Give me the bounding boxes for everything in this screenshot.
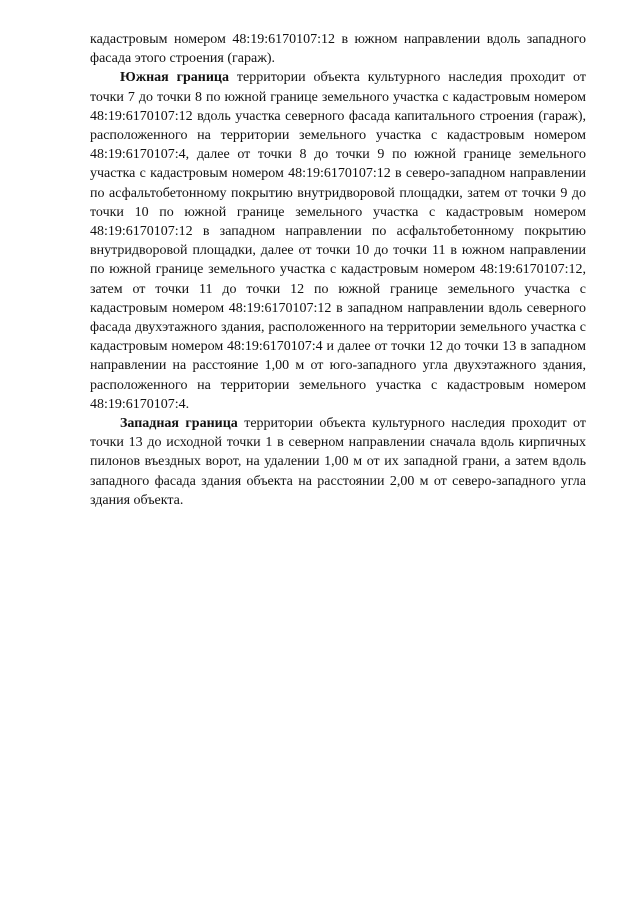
paragraph-west-border [90, 414, 586, 510]
paragraph-continuation [90, 30, 586, 68]
paragraph-text: кадастровым номером 48:19:6170107:12 в южном направлении вдоль западного фасада этого строения (гараж). [90, 32, 586, 67]
west-border-heading: Западная граница [120, 416, 238, 432]
document-page [90, 30, 586, 510]
south-border-text: территории объекта культурного наследия проходит от точки 7 до точки 8 по южной границе земельного участка с кадастровым номером 48:19:6170107:12 вдоль участка северного фасада капитального строения (гараж), расположенного на территории земельного участка с кадастровым номером 48:19:6170107:4, далее от точки 8 до точки 9 по южной границе земельного участка с кадастровым номером 48:19:6170107:12 в северо-западном направлении по асфальтобетонному покрытию внутридворовой площадки, затем от точки 9 до точки 10 по южной границе земельного участка с кадастровым номером 48:19:6170107:12 в западном направлении по асфальтобетонному покрытию внутридворовой площадки, далее от точки 10 до точки 11 в южном направлении по южной границе земельного участка с кадастровым номером 48:19:6170107:12, затем от точки 11 до точки 12 по южной границе земельного участка с кадастровым номером 48:19:6170107:12 в западном направлении вдоль северного фасада двухэтажного здания, расположенного на территории земельного участка с кадастровым номером 48:19:6170107:4 и далее от точки 12 до точки 13 в западном направлении на расстояние 1,00 м от юго-западного угла двухэтажного здания, расположенного на территории земельного участка с кадастровым номером 48:19:6170107:4. [90, 70, 586, 412]
paragraph-south-border [90, 68, 586, 414]
south-border-heading: Южная граница [120, 70, 229, 86]
west-border-text: территории объекта культурного наследия проходит от точки 13 до исходной точки 1 в северном направлении сначала вдоль кирпичных пилонов въездных ворот, на удалении 1,00 м от их западной грани, а затем вдоль западного фасада здания объекта на расстоянии 2,00 м от северо-западного угла здания объекта. [90, 416, 586, 508]
